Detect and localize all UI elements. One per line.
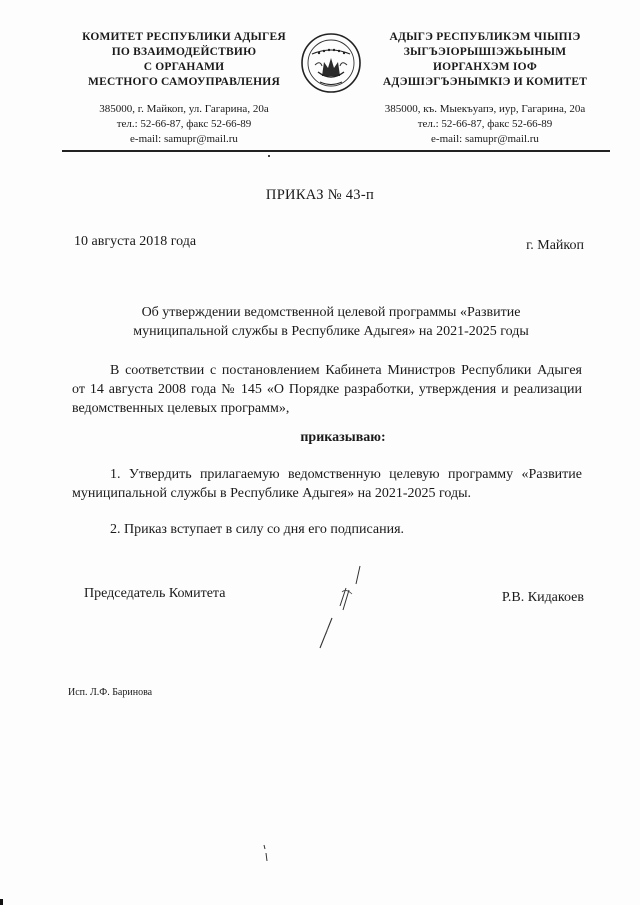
org-line: МЕСТНОГО САМОУПРАВЛЕНИЯ: [88, 76, 280, 88]
header-left-block: [60, 30, 308, 147]
signer-role: Председатель Комитета: [84, 586, 226, 601]
scan-mark: [262, 843, 270, 863]
address-line: 385000, г. Майкоп, ул. Гагарина, 20а: [99, 103, 269, 115]
document-subject: [96, 303, 566, 341]
preamble-paragraph: В соответствии с постановлением Кабинета Министров Республики Адыгея от 14 августа 2008 года № 145 «О Порядке разработки, утверждения и реализации ведомственных целевых программ»,: [72, 363, 582, 416]
handwritten-signature: [316, 562, 376, 652]
signer-name: Р.В. Кидакоев: [501, 590, 584, 605]
org-address-ru: [60, 102, 308, 147]
org-line: ЗЫГЪЭIОРЫШIЭЖЬЫНЫМ: [403, 46, 567, 58]
email-line: e-mail: samupr@mail.ru: [431, 133, 539, 145]
org-name-ady: [360, 30, 610, 90]
header-divider: [62, 150, 610, 152]
order-word: приказываю:: [300, 430, 386, 445]
scan-edge-mark: [0, 899, 3, 905]
adygea-coat-of-arms-icon: [300, 32, 362, 94]
org-name-ru: [60, 30, 308, 90]
document-city: г. Майкоп: [526, 238, 584, 253]
org-address-ady: [360, 102, 610, 147]
phone-line: тел.: 52-66-87, факс 52-66-89: [116, 118, 252, 130]
org-line: КОМИТЕТ РЕСПУБЛИКИ АДЫГЕЯ: [82, 31, 286, 43]
scan-speck: [268, 155, 270, 157]
order-item-1: 1. Утвердить прилагаемую ведомственную целевую программу «Развитие муниципальной службы в Республике Адыгея» на 2021-2025 годы.: [72, 467, 582, 501]
org-line: АДЫГЭ РЕСПУБЛИКЭМ ЧIЫПIЭ: [389, 31, 581, 43]
phone-line: тел.: 52-66-87, факс 52-66-89: [417, 118, 553, 130]
address-line: 385000, къ. Мыекъуапэ, иур, Гагарина, 20а: [384, 103, 586, 115]
document-date: 10 августа 2018 года: [74, 234, 197, 249]
org-line: С ОРГАНАМИ: [143, 61, 225, 73]
executor-note: Исп. Л.Ф. Баринова: [68, 687, 153, 698]
subject-line: Об утверждении ведомственной целевой программы «Развитие: [141, 305, 521, 320]
document-title: ПРИКАЗ № 43-п: [265, 187, 375, 203]
email-line: e-mail: samupr@mail.ru: [130, 133, 238, 145]
header-right-block: [360, 30, 610, 147]
org-line: ПО ВЗАИМОДЕЙСТВИЮ: [111, 46, 257, 58]
org-line: АДЭШIЭГЪЭНЫМКIЭ И КОМИТЕТ: [382, 76, 588, 88]
subject-line: муниципальной службы в Республике Адыгея» на 2021-2025 годы: [133, 324, 529, 339]
order-item-2: 2. Приказ вступает в силу со дня его подписания.: [110, 522, 405, 537]
org-line: ИОРГАНХЭМ IОФ: [433, 61, 537, 73]
